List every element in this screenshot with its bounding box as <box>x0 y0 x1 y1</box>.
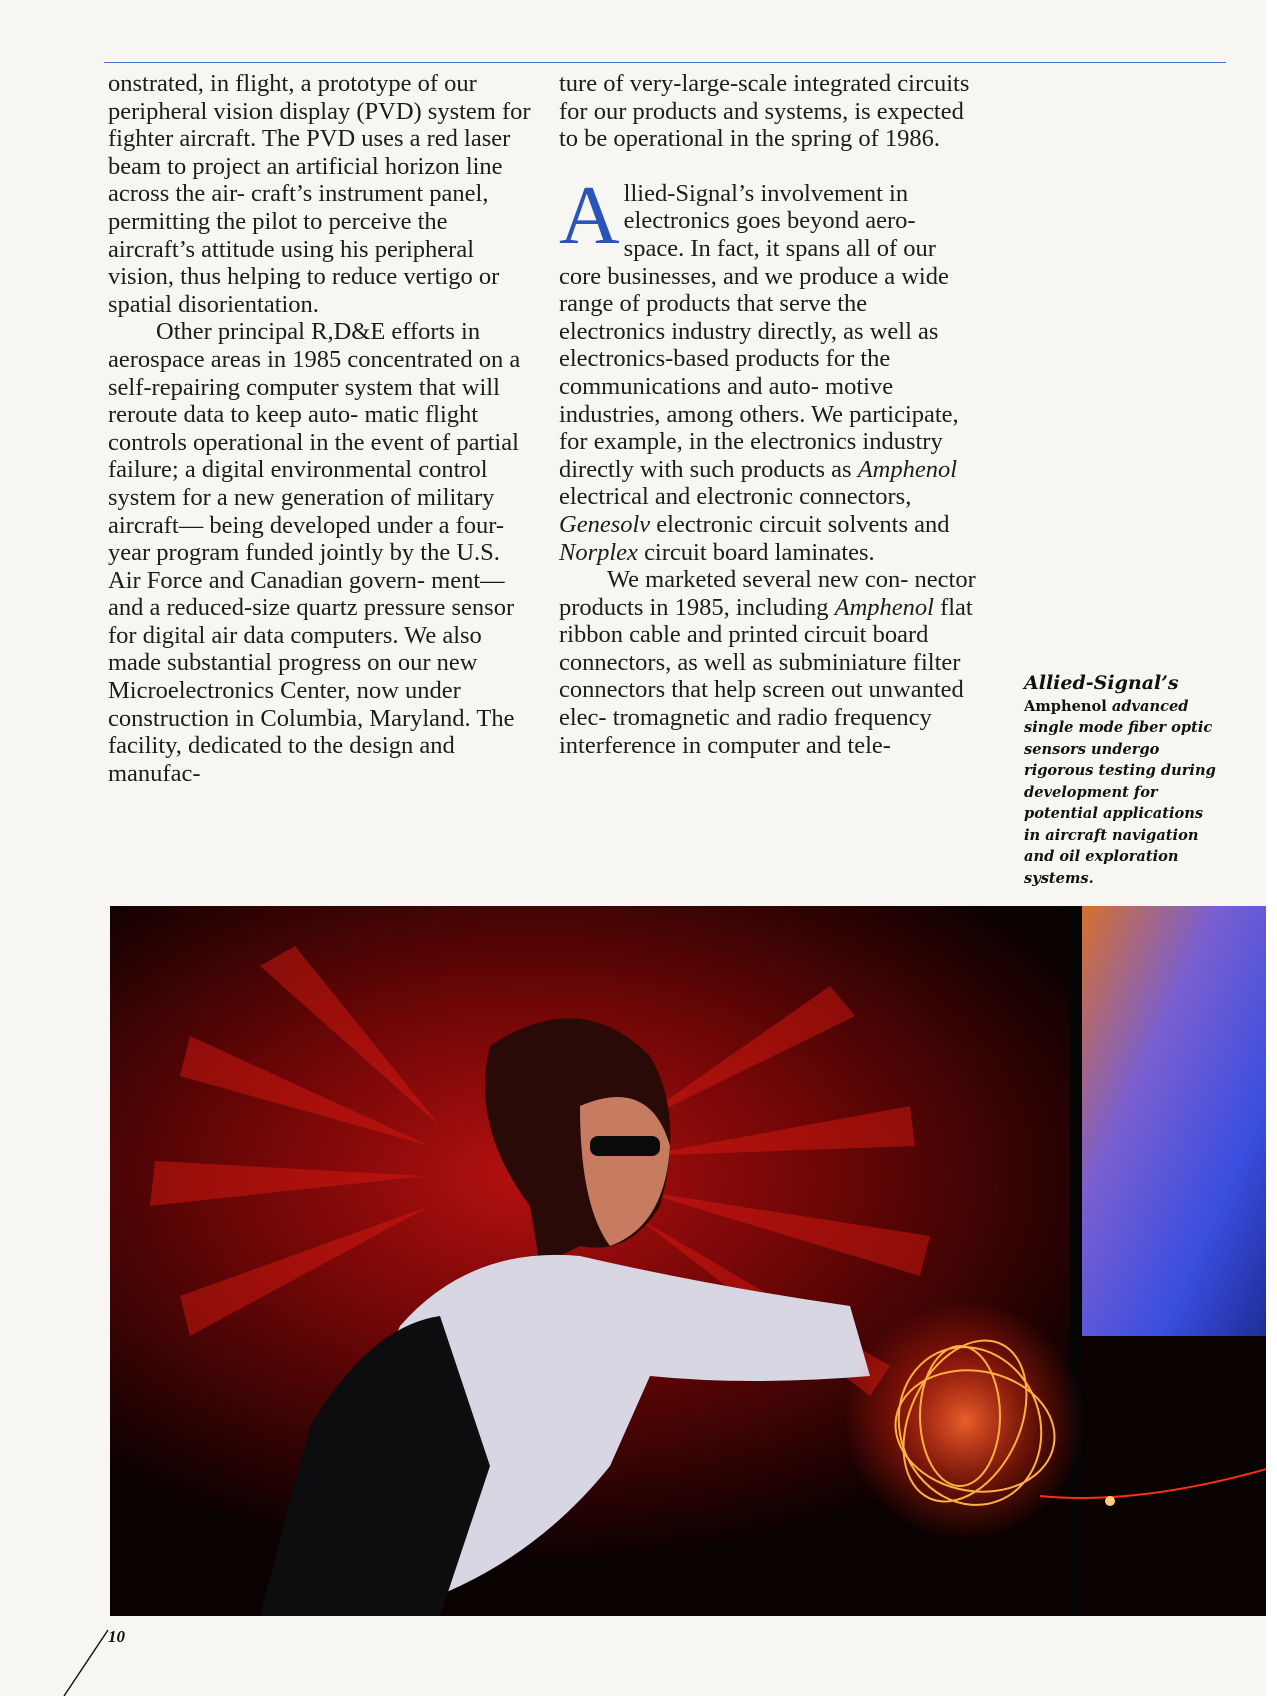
paragraph-electronics-involvement: Allied-Signal’s involvement in electronics goes beyond aero- space. In fact, it spans all of our core businesses, and we produce a wide range of products that serve the electronics industry directly, as well as electronics-based products for the communications and auto- motive industries, among others. We participate, for example, in the electronics industry directly with such products as Amphenol electrical and electronic connectors, Genesolv electronic circuit solvents and Norplex circuit board laminates. <box>559 168 959 566</box>
paragraph-connector-products: We marketed several new con- nector products in 1985, including Amphenol flat ribbon cable and printed circuit board connectors, as well as subminiature filter connectors that help screen out unwanted elec- tromagnetic and radio frequency interference in computer and tele- <box>559 566 976 759</box>
text-column-right <box>559 70 979 759</box>
brand-genesolv: Genesolv <box>559 510 651 538</box>
brand-amphenol: Amphenol <box>857 455 958 483</box>
laser-glow <box>845 1301 1085 1541</box>
text-column-left <box>108 70 532 787</box>
laser-point <box>1105 1496 1115 1506</box>
top-rule <box>104 62 1226 63</box>
paragraph-rde-efforts: Other principal R,D&E efforts in aerospace areas in 1985 concentrated on a self-repairing computer system that will reroute data to keep auto- matic flight controls operational in the event of partial failure; a digital environmental control system for a new generation of military aircraft— being developed under a four-year program funded jointly by the U.S. Air Force and Canadian govern- ment—and a reduced-size quartz pressure sensor for digital air data computers. We also made substantial progress on our new Microelectronics Center, now under construction in Columbia, Maryland. The facility, dedicated to the design and manufac- <box>108 318 521 787</box>
brand-amphenol-2: Amphenol <box>834 593 934 621</box>
monitor-bezel <box>1070 906 1082 1616</box>
page-number: 10 <box>108 1627 125 1646</box>
drop-cap: A <box>559 168 620 262</box>
monitor-screen <box>1080 906 1277 1336</box>
brand-norplex: Norplex <box>559 538 638 566</box>
photo-illustration <box>110 906 1277 1616</box>
paragraph-microelectronics: ture of very-large-scale integrated circuits for our products and systems, is expected to be operational in the spring of 1986. <box>559 70 970 153</box>
laser-lab-photo <box>110 906 1277 1616</box>
photo-caption: Allied-Signal’s Amphenol advanced single mode fiber optic sensors undergo rigorous testing during development for potential applications in aircraft navigation and oil exploration systems. <box>1024 672 1216 887</box>
caption-brand: Amphenol <box>1024 697 1107 715</box>
paragraph-pvd: onstrated, in flight, a prototype of our peripheral vision display (PVD) system for fighter aircraft. The PVD uses a red laser beam to project an artificial horizon line across the air- craft’s instrument panel, permitting the pilot to perceive the aircraft’s attitude using his peripheral vision, thus helping to reduce vertigo or spatial disorientation. <box>108 70 531 318</box>
caption-lead: Allied-Signal’s <box>1024 672 1179 694</box>
page-edge <box>1266 0 1277 1696</box>
